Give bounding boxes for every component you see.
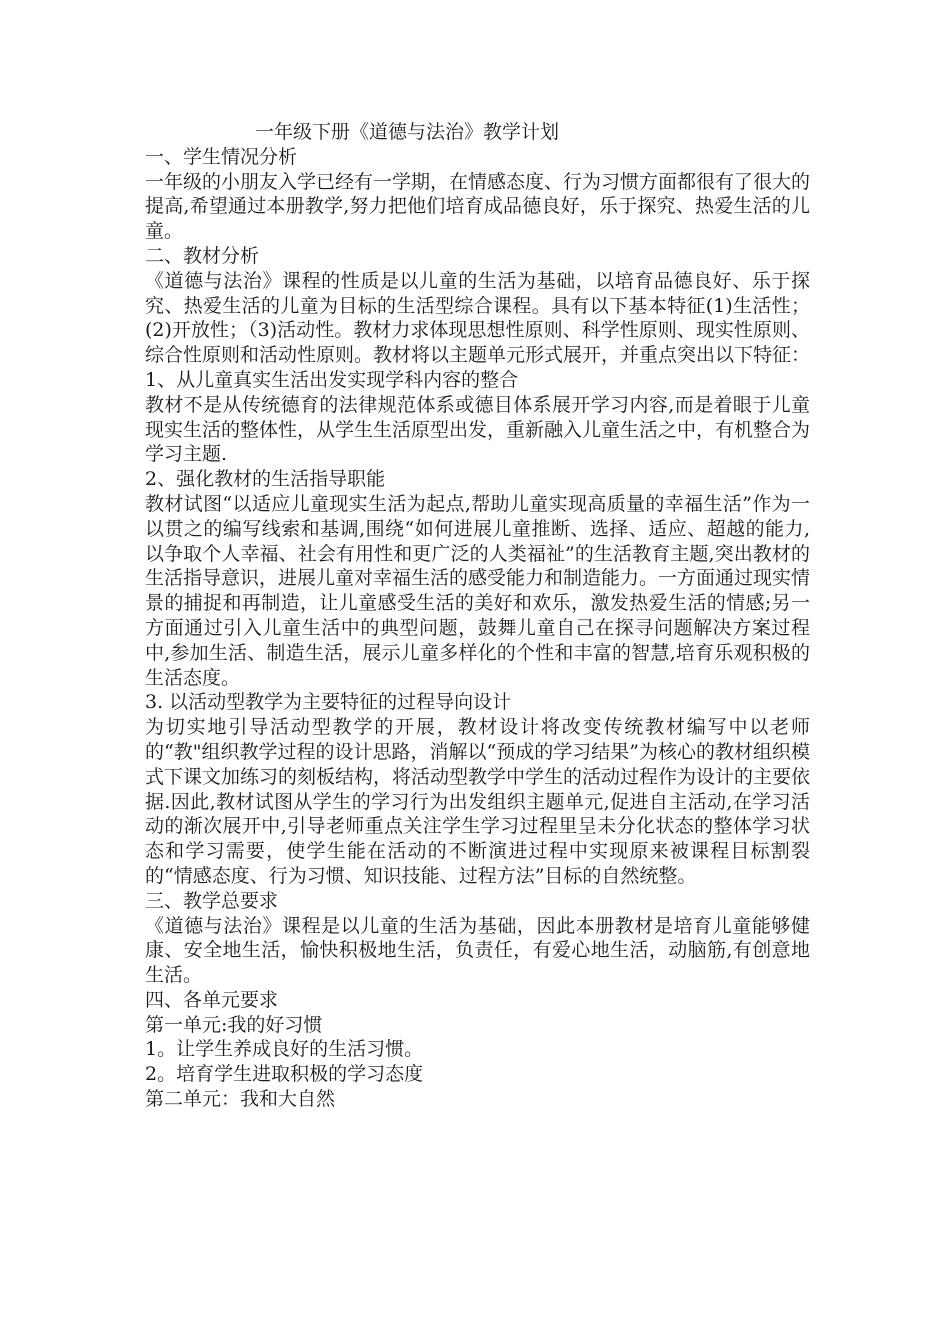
section-heading-student-analysis: 一、学生情况分析 xyxy=(145,145,298,168)
unit-1-item-2: 2。培育学生进取积极的学习态度 xyxy=(145,1063,424,1086)
paragraph-general-requirements: 《道德与法治》课程是以儿童的生活为基础，因此本册教材是培育儿童能够健康、安全地生活，愉快积极地生活，负责任，有爱心地生活，动脑筋,有创意地生活。 xyxy=(145,914,810,987)
section-heading-general-requirements: 三、教学总要求 xyxy=(145,889,279,912)
subheading-feature-1: 1、从儿童真实生活出发实现学科内容的整合 xyxy=(145,368,519,391)
document-title: 一年级下册《道德与法治》教学计划 xyxy=(255,121,560,143)
section-heading-unit-requirements: 四、各单元要求 xyxy=(145,988,279,1011)
subheading-feature-3: 3. 以活动型教学为主要特征的过程导向设计 xyxy=(145,691,512,714)
subheading-feature-2: 2、强化教材的生活指导职能 xyxy=(145,468,386,491)
section-heading-textbook-analysis: 二、教材分析 xyxy=(145,244,260,267)
unit-2-heading: 第二单元：我和大自然 xyxy=(145,1088,336,1111)
unit-1-item-1: 1。让学生养成良好的生活习惯。 xyxy=(145,1038,424,1061)
paragraph-feature-3: 为切实地引导活动型教学的开展，教材设计将改变传统教材编写中以老师的“教"组织教学过程的设计思路，消解以“预成的学习结果”为核心的教材组织模式下课文加练习的刻板结构，将活动型教学中学生的活动过程作为设计的主要依据.因此,教材试图从学生的学习行为出发组织主题单元,促进自主活动,在学习活动的渐次展开中,引导老师重点关注学生学习过程里呈未分化状态的整体学习状态和学习需要，使学生能在活动的不断演进过程中实现原来被课程目标割裂的“情感态度、行为习惯、知识技能、过程方法”目标的自然统整。 xyxy=(145,716,811,887)
paragraph-feature-2: 教材试图“以适应儿童现实生活为起点,帮助儿童实现高质量的幸福生活”作为一以贯之的编写线索和基调,围绕“如何进展儿童推断、选择、适应、超越的能力,以争取个人幸福、社会有用性和更广泛的人类福祉”的生活教育主题,突出教材的生活指导意识，进展儿童对幸福生活的感受能力和制造能力。一方面通过现实情景的捕捉和再制造，让儿童感受生活的美好和欢乐，激发热爱生活的情感;另一方面通过引入儿童生活中的典型问题，鼓舞儿童自己在探寻问题解决方案过程中,参加生活、制造生活，展示儿童多样化的个性和丰富的智慧,培育乐观积极的生活态度。 xyxy=(145,492,811,689)
unit-1-heading: 第一单元:我的好习惯 xyxy=(145,1013,323,1036)
paragraph-feature-1: 教材不是从传统德育的法律规范体系或德目体系展开学习内容,而是着眼于儿童现实生活的整体性，从学生生活原型出发，重新融入儿童生活之中，有机整合为学习主题. xyxy=(145,393,811,466)
paragraph-textbook-analysis: 《道德与法治》课程的性质是以儿童的生活为基础，以培育品德良好、乐于探究、热爱生活的儿童为目标的生活型综合课程。具有以下基本特征(1)生活性；(2)开放性；（3)活动性。教材力求体现思想性原则、科学性原则、现实性原则、综合性原则和活动性原则。教材将以主题单元形式展开，并重点突出以下特征： xyxy=(145,269,811,367)
paragraph-student-analysis: 一年级的小朋友入学已经有一学期，在情感态度、行为习惯方面都很有了很大的提高,希望通过本册教学,努力把他们培育成品德良好，乐于探究、热爱生活的儿童。 xyxy=(145,170,811,243)
document-body xyxy=(145,120,810,1112)
